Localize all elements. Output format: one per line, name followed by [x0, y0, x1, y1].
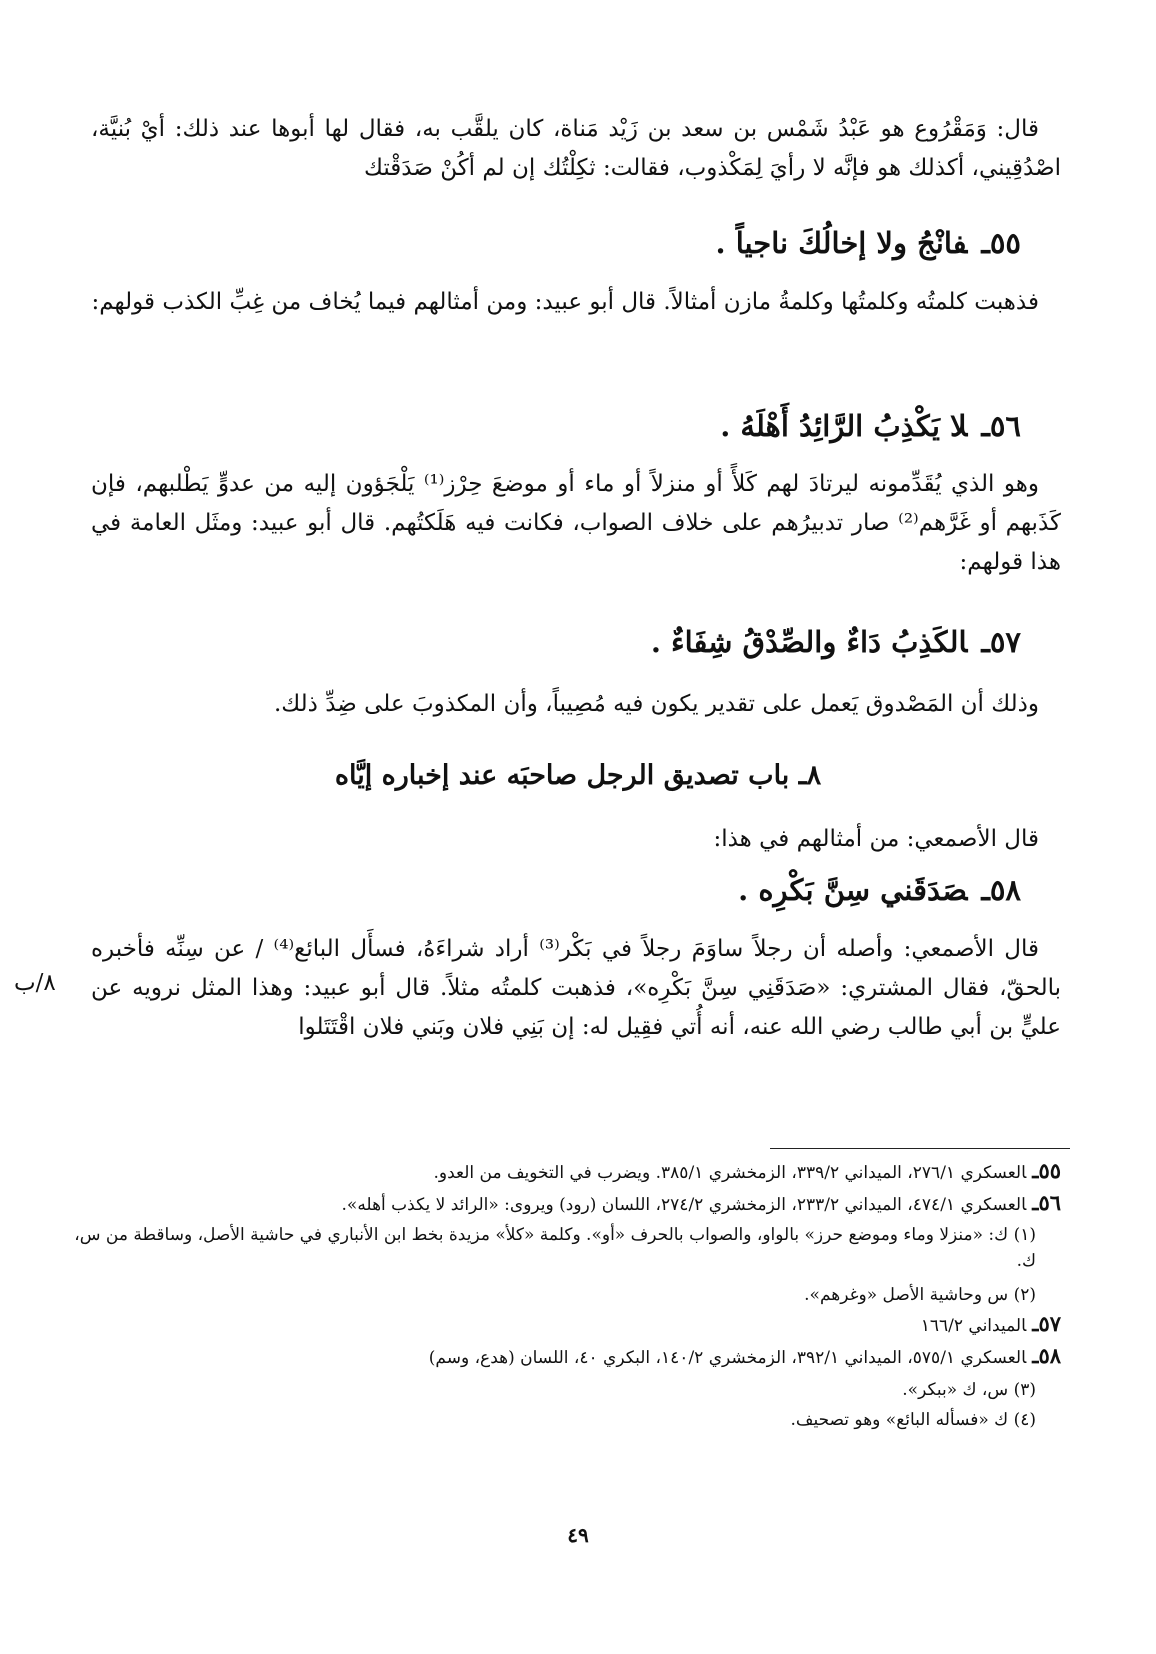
proverb-55-number: ٥٥ـ — [981, 226, 1021, 260]
paragraph-3-text: وهو الذي يُقَدِّمونه ليرتادَ لهم كَلأً أو منزلاً أو ماء أو موضعَ حِرْز⁽¹⁾ يَلْجَؤون إليه من عدوٍّ يَطْلبهم، فإن كَذَبهم أو غَرَّهم⁽²⁾ صار تدبيرُهم على خلاف الصواب، فكانت فيه هَلَكتُهم. قال أبو عبيد: ومثَل العامة في هذا قولهم: — [91, 471, 1061, 575]
proverb-58-text: صَدَقَني سِنَّ بَكْرِه . — [738, 873, 968, 907]
footnote-57-number: ٥٧ـ — [1032, 1311, 1061, 1336]
footnote-note-3: (٣) س، ك «ببكر». — [902, 1380, 1036, 1400]
footnote-note-4: (٤) ك «فسأله البائع» وهو تصحيف. — [790, 1410, 1036, 1430]
paragraph-5-text: قال الأصمعي: من أمثالهم في هذا: — [713, 826, 1039, 852]
footnote-57 — [61, 1311, 1061, 1339]
paragraph-5 — [91, 820, 1061, 859]
paragraph-3 — [91, 465, 1061, 582]
page-number: ٤٩ — [567, 1523, 589, 1547]
proverb-58 — [738, 870, 1021, 910]
footnote-56 — [61, 1190, 1061, 1218]
proverb-57-number: ٥٧ـ — [981, 625, 1021, 659]
chapter-heading: ٨ـ باب تصديق الرجل صاحبَه عند إخباره إيَّاه — [334, 760, 822, 791]
margin-folio-note: ٨/ب — [14, 970, 56, 996]
footnote-58 — [61, 1343, 1061, 1371]
footnote-note-2: (٢) س وحاشية الأصل «وغرهم». — [804, 1285, 1036, 1305]
paragraph-2-text: فذهبت كلمتُه وكلمتُها وكلمةُ مازن أمثالاً. قال أبو عبيد: ومن أمثالهم فيما يُخاف من غِبِّ الكذب قولهم: — [91, 289, 1039, 315]
paragraph-1 — [91, 110, 1061, 188]
proverb-57 — [651, 622, 1021, 662]
proverb-55 — [716, 223, 1022, 263]
footnote-55-text: العسكري ٢٧٦/١، الميداني ٣٣٩/٢، الزمخشري ٣٨٥/١. ويضرب في التخويف من العدو. — [433, 1163, 1027, 1183]
paragraph-4-text: وذلك أن المَصْدوق يَعمل على تقدير يكون فيه مُصِيباً، وأن المكذوبَ على ضِدِّ ذلك. — [273, 691, 1039, 717]
proverb-56-text: لا يَكْذِبُ الرَّائِدُ أَهْلَهُ . — [720, 409, 968, 443]
proverb-55-text: فانْجُ ولا إخالُكَ ناجياً . — [715, 226, 968, 260]
proverb-56 — [720, 406, 1021, 446]
paragraph-6 — [91, 930, 1061, 1047]
footnote-57-text: الميداني ١٦٦/٢ — [920, 1316, 1027, 1336]
footnote-58-number: ٥٨ـ — [1032, 1343, 1061, 1368]
footnote-note-1: (١) ك: «منزلا وماء وموضع حرز» بالواو، والصواب بالحرف «أو». وكلمة «كلأ» مزيدة بخط ابن الأنباري في حاشية الأصل، وساقطة من س، ك. — [74, 1225, 1036, 1271]
paragraph-6-text: قال الأصمعي: وأصله أن رجلاً ساوَمَ رجلاً في بَكْر⁽³⁾ أراد شراءَهُ، فسأَل البائع⁽⁴⁾ / عن سِنِّه فأخبره بالحقّ، فقال المشتري: «صَدَقَنِي سِنَّ بَكْرِه»، فذهبت كلمتُه مثلاً. قال أبو عبيد: وهذا المثل نرويه عن عليٍّ بن أبي طالب رضي الله عنه، أنه أُتي فقِيل له: إن بَنِي فلان وبَني فلان اقْتَتَلوا — [91, 936, 1061, 1040]
proverb-58-number: ٥٨ـ — [981, 873, 1021, 907]
proverb-57-text: الكَذِبُ دَاءٌ والصِّدْقُ شِفَاءٌ . — [650, 625, 968, 659]
footnote-56-number: ٥٦ـ — [1032, 1190, 1061, 1215]
footnote-55-number: ٥٥ـ — [1032, 1158, 1061, 1183]
footnote-55 — [61, 1158, 1061, 1186]
footnote-58-text: العسكري ٥٧٥/١، الميداني ٣٩٢/١، الزمخشري ١٤٠/٢، البكري ٤٠، اللسان (هدع، وسم) — [428, 1348, 1027, 1368]
paragraph-4 — [91, 685, 1061, 724]
paragraph-2 — [91, 283, 1061, 322]
footnote-56-text: العسكري ٤٧٤/١، الميداني ٢٣٣/٢، الزمخشري ٢٧٤/٢، اللسان (رود) ويروى: «الرائد لا يكذب أهله». — [341, 1195, 1027, 1215]
paragraph-1-text: قال: وَمَقْرُوع هو عَبْدُ شَمْس بن سعد بن زَيْد مَناة، كان يلقَّب به، فقال لها أبوها عند ذلك: أيْ بُنيَّة، اصْدُقِيني، أكذلك هو فإنَّه لا رأيَ لِمَكْذوب، فقالت: ثكِلْتُك إن لم أكُنْ صَدَقْتك — [91, 116, 1061, 181]
proverb-56-number: ٥٦ـ — [981, 409, 1021, 443]
footnote-separator — [770, 1148, 1070, 1149]
